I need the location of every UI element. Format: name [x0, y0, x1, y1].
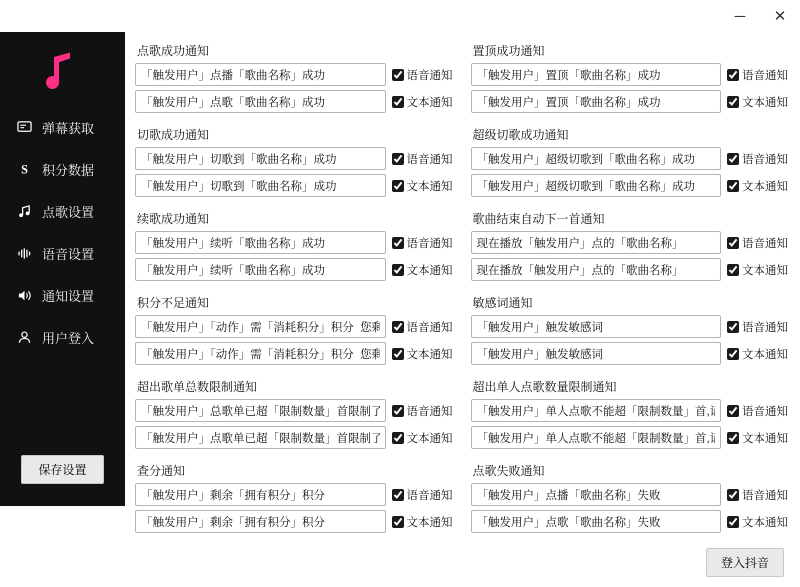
voice-template-input[interactable]: [471, 231, 722, 254]
voice-checkbox-label[interactable]: [727, 403, 788, 419]
text-checkbox-label[interactable]: [392, 346, 453, 362]
text-row: [471, 510, 789, 533]
sidebar-item-label: 点歌设置: [42, 204, 95, 220]
voice-checkbox-label[interactable]: [392, 403, 453, 419]
content-area: [125, 32, 800, 570]
text-row: [471, 174, 789, 197]
voice-row: [471, 231, 789, 254]
group-title: 切歌成功通知: [137, 128, 210, 142]
group-song-request-success: [135, 40, 453, 117]
text-row: [471, 90, 789, 113]
group-pin-success: [471, 40, 789, 117]
voice-checkbox-text: 语音通知: [742, 489, 788, 502]
voice-checkbox[interactable]: [392, 69, 404, 81]
notification-groups-grid: [135, 40, 788, 544]
voice-template-input[interactable]: [135, 483, 386, 506]
sidebar-item-points[interactable]: [0, 148, 125, 190]
text-template-input[interactable]: [471, 174, 722, 197]
voice-checkbox-text: 语音通知: [406, 237, 453, 250]
voice-row: [135, 63, 453, 86]
text-template-input[interactable]: [471, 426, 722, 449]
text-checkbox-text: 文本通知: [742, 264, 788, 277]
text-checkbox[interactable]: [727, 432, 739, 444]
sidebar-nav: [0, 106, 125, 358]
text-template-input[interactable]: [135, 258, 386, 281]
voice-checkbox-text: 语音通知: [406, 405, 453, 418]
sidebar-spacer: [0, 358, 125, 455]
save-settings-area: [0, 455, 125, 506]
text-checkbox[interactable]: [392, 180, 404, 192]
text-checkbox-text: 文本通知: [406, 432, 453, 445]
group-song-end-next: [471, 208, 789, 285]
text-checkbox-text: 文本通知: [742, 96, 788, 109]
text-checkbox-label[interactable]: [392, 514, 453, 530]
text-row: [471, 342, 789, 365]
text-row: [471, 426, 789, 449]
voice-checkbox-text: 语音通知: [406, 69, 453, 82]
voice-checkbox-label[interactable]: [392, 487, 453, 503]
text-checkbox[interactable]: [727, 516, 739, 528]
monitor-icon: [16, 119, 33, 136]
voice-row: [471, 315, 789, 338]
group-per-user-limit: [471, 376, 789, 453]
text-row: [135, 174, 453, 197]
text-checkbox-label[interactable]: [392, 430, 453, 446]
text-checkbox-text: 文本通知: [742, 180, 788, 193]
close-button[interactable]: ✕: [773, 8, 787, 25]
voice-checkbox-text: 语音通知: [742, 237, 788, 250]
voice-checkbox[interactable]: [392, 321, 404, 333]
voice-checkbox[interactable]: [392, 405, 404, 417]
voice-template-input[interactable]: [135, 315, 386, 338]
voice-checkbox-label[interactable]: [727, 67, 788, 83]
text-checkbox[interactable]: [727, 264, 739, 276]
group-continue-success: [135, 208, 453, 285]
sidebar-item-notification-settings[interactable]: [0, 274, 125, 316]
group-title: 点歌失败通知: [472, 464, 545, 478]
music-settings-icon: [16, 203, 33, 220]
text-template-input[interactable]: [471, 90, 722, 113]
voice-template-input[interactable]: [471, 147, 722, 170]
voice-checkbox-text: 语音通知: [742, 321, 788, 334]
voice-checkbox-label[interactable]: [727, 487, 788, 503]
group-title: 查分通知: [137, 464, 186, 478]
sidebar-item-song-settings[interactable]: [0, 190, 125, 232]
voice-checkbox-text: 语音通知: [406, 153, 453, 166]
text-row: [135, 342, 453, 365]
text-row: [135, 510, 453, 533]
text-checkbox[interactable]: [392, 516, 404, 528]
text-checkbox-text: 文本通知: [406, 264, 453, 277]
text-checkbox[interactable]: [392, 432, 404, 444]
text-checkbox[interactable]: [392, 96, 404, 108]
speaker-icon: [16, 287, 33, 304]
sidebar-item-label: 语音设置: [42, 246, 95, 262]
text-checkbox-label[interactable]: [392, 262, 453, 278]
voice-template-input[interactable]: [471, 483, 722, 506]
voice-row: [471, 483, 789, 506]
minimize-button[interactable]: ─: [734, 7, 746, 25]
text-checkbox-label[interactable]: [392, 178, 453, 194]
text-checkbox-label[interactable]: [727, 430, 788, 446]
svg-text:S: S: [21, 162, 28, 177]
text-checkbox-text: 文本通知: [406, 180, 453, 193]
voice-row: [471, 63, 789, 86]
waveform-icon: [16, 245, 33, 262]
group-insufficient-points: [135, 292, 453, 369]
sidebar-item-label: 用户登入: [42, 330, 95, 346]
sidebar-item-label: 弹幕获取: [42, 120, 95, 136]
voice-template-input[interactable]: [135, 399, 386, 422]
voice-checkbox-label[interactable]: [392, 67, 453, 83]
user-icon: [16, 329, 33, 346]
voice-checkbox-label[interactable]: [727, 319, 788, 335]
voice-template-input[interactable]: [135, 231, 386, 254]
text-checkbox-label[interactable]: [727, 178, 788, 194]
voice-checkbox[interactable]: [727, 153, 739, 165]
voice-checkbox[interactable]: [727, 489, 739, 501]
text-template-input[interactable]: [135, 510, 386, 533]
voice-row: [135, 147, 453, 170]
voice-row: [471, 147, 789, 170]
voice-checkbox[interactable]: [392, 489, 404, 501]
text-checkbox-text: 文本通知: [406, 516, 453, 529]
text-template-input[interactable]: [471, 510, 722, 533]
text-checkbox-text: 文本通知: [742, 516, 788, 529]
text-row: [135, 426, 453, 449]
text-checkbox-label[interactable]: [392, 94, 453, 110]
text-checkbox[interactable]: [392, 348, 404, 360]
sidebar-item-label: 通知设置: [42, 288, 95, 304]
text-checkbox-label[interactable]: [727, 262, 788, 278]
group-playlist-limit: [135, 376, 453, 453]
sidebar-item-user-login[interactable]: [0, 316, 125, 358]
text-checkbox[interactable]: [727, 96, 739, 108]
title-bar: [0, 0, 800, 32]
voice-checkbox-label[interactable]: [392, 319, 453, 335]
voice-checkbox-text: 语音通知: [742, 69, 788, 82]
sidebar-item-voice-settings[interactable]: [0, 232, 125, 274]
text-row: [135, 258, 453, 281]
group-title: 超出单人点歌数量限制通知: [472, 380, 617, 394]
text-template-input[interactable]: [471, 258, 722, 281]
voice-checkbox[interactable]: [727, 69, 739, 81]
voice-checkbox[interactable]: [727, 405, 739, 417]
text-checkbox-label[interactable]: [727, 346, 788, 362]
app-logo: [0, 32, 125, 106]
content-footer: [135, 544, 788, 587]
sidebar-item-label: 积分数据: [42, 162, 95, 178]
voice-row: [135, 231, 453, 254]
text-checkbox-text: 文本通知: [742, 348, 788, 361]
voice-checkbox-text: 语音通知: [742, 153, 788, 166]
group-song-request-failed: [471, 460, 789, 537]
group-check-points: [135, 460, 453, 537]
text-checkbox-text: 文本通知: [406, 348, 453, 361]
voice-checkbox[interactable]: [727, 237, 739, 249]
text-checkbox[interactable]: [727, 348, 739, 360]
voice-row: [135, 399, 453, 422]
group-sensitive-word: [471, 292, 789, 369]
music-note-icon: [45, 48, 81, 90]
voice-template-input[interactable]: [135, 63, 386, 86]
text-checkbox-label[interactable]: [727, 514, 788, 530]
voice-checkbox-label[interactable]: [727, 235, 788, 251]
sidebar-item-danmaku[interactable]: [0, 106, 125, 148]
group-title: 超出歌单总数限制通知: [137, 380, 258, 394]
text-checkbox[interactable]: [727, 180, 739, 192]
s-coin-icon: [16, 161, 33, 178]
group-title: 超级切歌成功通知: [472, 128, 569, 142]
text-checkbox-text: 文本通知: [406, 96, 453, 109]
voice-checkbox-label[interactable]: [392, 151, 453, 167]
text-checkbox-text: 文本通知: [742, 432, 788, 445]
group-title: 点歌成功通知: [137, 44, 210, 58]
voice-row: [135, 483, 453, 506]
voice-template-input[interactable]: [135, 147, 386, 170]
voice-template-input[interactable]: [471, 315, 722, 338]
voice-template-input[interactable]: [471, 399, 722, 422]
sidebar: [0, 32, 125, 506]
voice-checkbox-label[interactable]: [392, 235, 453, 251]
voice-row: [471, 399, 789, 422]
voice-template-input[interactable]: [471, 63, 722, 86]
voice-checkbox[interactable]: [392, 153, 404, 165]
text-row: [471, 258, 789, 281]
group-title: 置顶成功通知: [472, 44, 545, 58]
text-checkbox[interactable]: [392, 264, 404, 276]
text-checkbox-label[interactable]: [727, 94, 788, 110]
voice-checkbox-text: 语音通知: [406, 321, 453, 334]
text-template-input[interactable]: [471, 342, 722, 365]
group-super-skip-success: [471, 124, 789, 201]
group-skip-success: [135, 124, 453, 201]
voice-row: [135, 315, 453, 338]
voice-checkbox[interactable]: [392, 237, 404, 249]
save-settings-button[interactable]: 保存设置: [21, 455, 103, 484]
group-title: 歌曲结束自动下一首通知: [472, 212, 605, 226]
text-row: [135, 90, 453, 113]
text-template-input[interactable]: [135, 426, 386, 449]
app-shell: [0, 32, 800, 570]
voice-checkbox-text: 语音通知: [406, 489, 453, 502]
text-template-input[interactable]: [135, 174, 386, 197]
group-title: 积分不足通知: [137, 296, 210, 310]
text-template-input[interactable]: [135, 342, 386, 365]
voice-checkbox[interactable]: [727, 321, 739, 333]
group-title: 续歌成功通知: [137, 212, 210, 226]
text-template-input[interactable]: [135, 90, 386, 113]
voice-checkbox-text: 语音通知: [742, 405, 788, 418]
group-title: 敏感词通知: [472, 296, 533, 310]
douyin-login-button[interactable]: 登入抖音: [706, 548, 784, 577]
voice-checkbox-label[interactable]: [727, 151, 788, 167]
